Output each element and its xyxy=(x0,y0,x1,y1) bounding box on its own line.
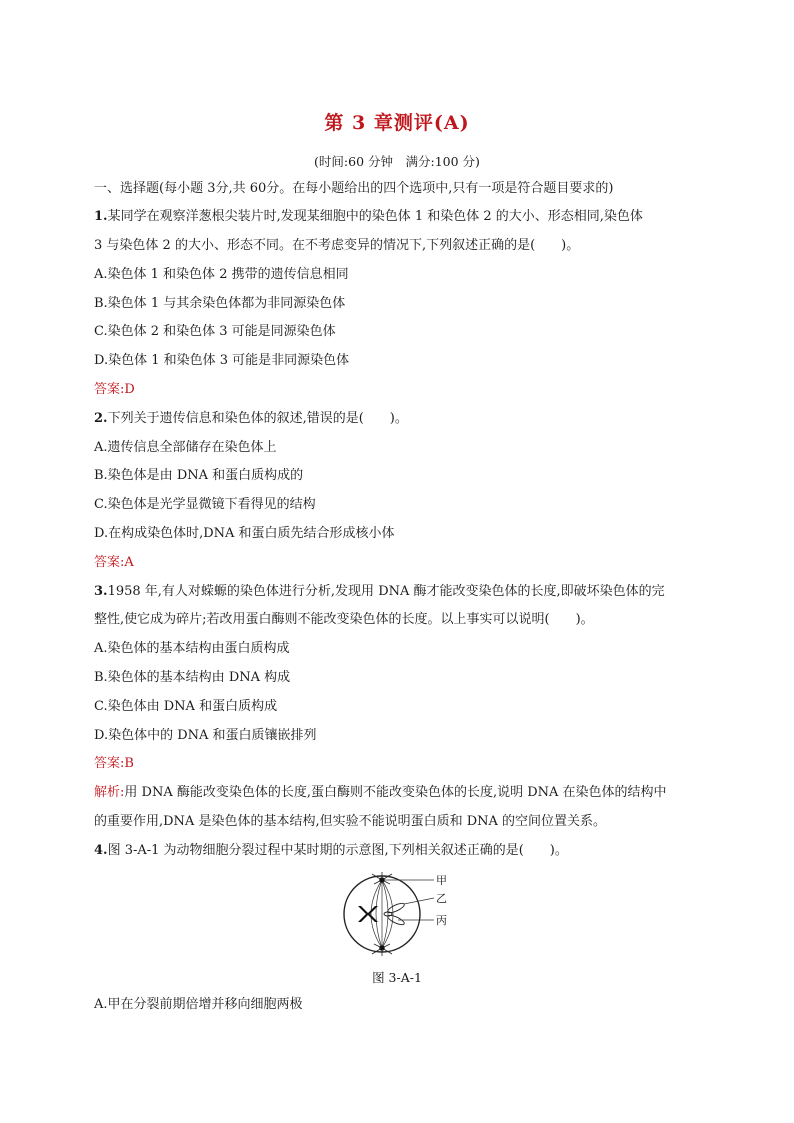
label-jia: 甲 xyxy=(436,874,447,887)
question-1-stem-line2: 3 与染色体 2 的大小、形态不同。在不考虑变异的情况下,下列叙述正确的是( )。 xyxy=(94,238,580,253)
question-1-option-d: D.染色体 1 和染色体 3 可能是非同源染色体 xyxy=(94,353,350,368)
page-title: 第 3 章测评(A) xyxy=(324,112,470,134)
centrosome-bottom xyxy=(372,944,392,956)
light-chromosome xyxy=(384,901,405,926)
question-2-answer: 答案:A xyxy=(94,555,134,570)
question-3-option-a: A.染色体的基本结构由蛋白质构成 xyxy=(94,641,290,656)
dark-chromosome xyxy=(358,906,378,922)
question-number: 1. xyxy=(94,209,108,224)
question-3-option-b: B.染色体的基本结构由 DNA 构成 xyxy=(94,670,291,685)
section-heading: 一、选择题(每小题 3分,共 60分。在每小题给出的四个选项中,只有一项是符合题目要求的) xyxy=(94,181,614,196)
question-2-option-a: A.遗传信息全部储存在染色体上 xyxy=(94,440,277,455)
question-4-option-a: A.甲在分裂前期倍增并移向细胞两极 xyxy=(94,997,303,1012)
question-text: 图 3-A-1 为动物细胞分裂过程中某时期的示意图,下列相关叙述正确的是( )。 xyxy=(107,843,568,858)
cell-division-figure xyxy=(340,868,460,964)
explanation-text: 用 DNA 酶能改变染色体的长度,蛋白酶则不能改变染色体的长度,说明 DNA 在染色体的结构中 xyxy=(124,785,667,800)
question-2-option-b: B.染色体是由 DNA 和蛋白质构成的 xyxy=(94,468,304,483)
question-4-stem xyxy=(94,842,714,860)
question-3-answer: 答案:B xyxy=(94,756,134,771)
question-3-explanation-line2: 的重要作用,DNA 是染色体的基本结构,但实验不能说明蛋白质和 DNA 的空间位置关系。 xyxy=(94,814,607,829)
spindle-fibers xyxy=(371,880,393,948)
explanation-label: 解析: xyxy=(94,785,125,800)
question-3-stem-line2: 整性,使它成为碎片;若改用蛋白酶则不能改变染色体的长度。以上事实可以说明( )。 xyxy=(94,612,594,627)
question-number: 2. xyxy=(94,411,108,426)
question-3-explanation-line1 xyxy=(94,784,714,802)
question-2-stem xyxy=(94,410,714,428)
question-2-option-c: C.染色体是光学显微镜下看得见的结构 xyxy=(94,497,316,512)
question-1-answer: 答案:D xyxy=(94,382,135,397)
centrosome-top xyxy=(372,872,392,884)
question-1-option-c: C.染色体 2 和染色体 3 可能是同源染色体 xyxy=(94,324,336,339)
question-1-stem-line1 xyxy=(94,208,714,226)
question-3-stem-line1 xyxy=(94,583,714,601)
question-text: 1958 年,有人对蝾螈的染色体进行分析,发现用 DNA 酶才能改变染色体的长度,即破坏染色体的完 xyxy=(107,584,665,599)
question-1-option-a: A.染色体 1 和染色体 2 携带的遗传信息相同 xyxy=(94,267,349,282)
question-number: 3. xyxy=(94,584,108,599)
label-bing: 丙 xyxy=(436,914,447,927)
figure-caption: 图 3-A-1 xyxy=(372,970,422,985)
question-3-option-c: C.染色体由 DNA 和蛋白质构成 xyxy=(94,699,278,714)
question-2-option-d: D.在构成染色体时,DNA 和蛋白质先结合形成核小体 xyxy=(94,526,395,541)
question-text: 下列关于遗传信息和染色体的叙述,错误的是( )。 xyxy=(107,411,408,426)
question-1-option-b: B.染色体 1 与其余染色体都为非同源染色体 xyxy=(94,296,346,311)
label-yi: 乙 xyxy=(436,892,447,905)
question-text: 某同学在观察洋葱根尖装片时,发现某细胞中的染色体 1 和染色体 2 的大小、形态相同,染色体 xyxy=(107,209,643,224)
question-3-option-d: D.染色体中的 DNA 和蛋白质镶嵌排列 xyxy=(94,728,317,743)
question-number: 4. xyxy=(94,843,108,858)
exam-time-score: (时间:60 分钟 满分:100 分) xyxy=(314,154,480,169)
